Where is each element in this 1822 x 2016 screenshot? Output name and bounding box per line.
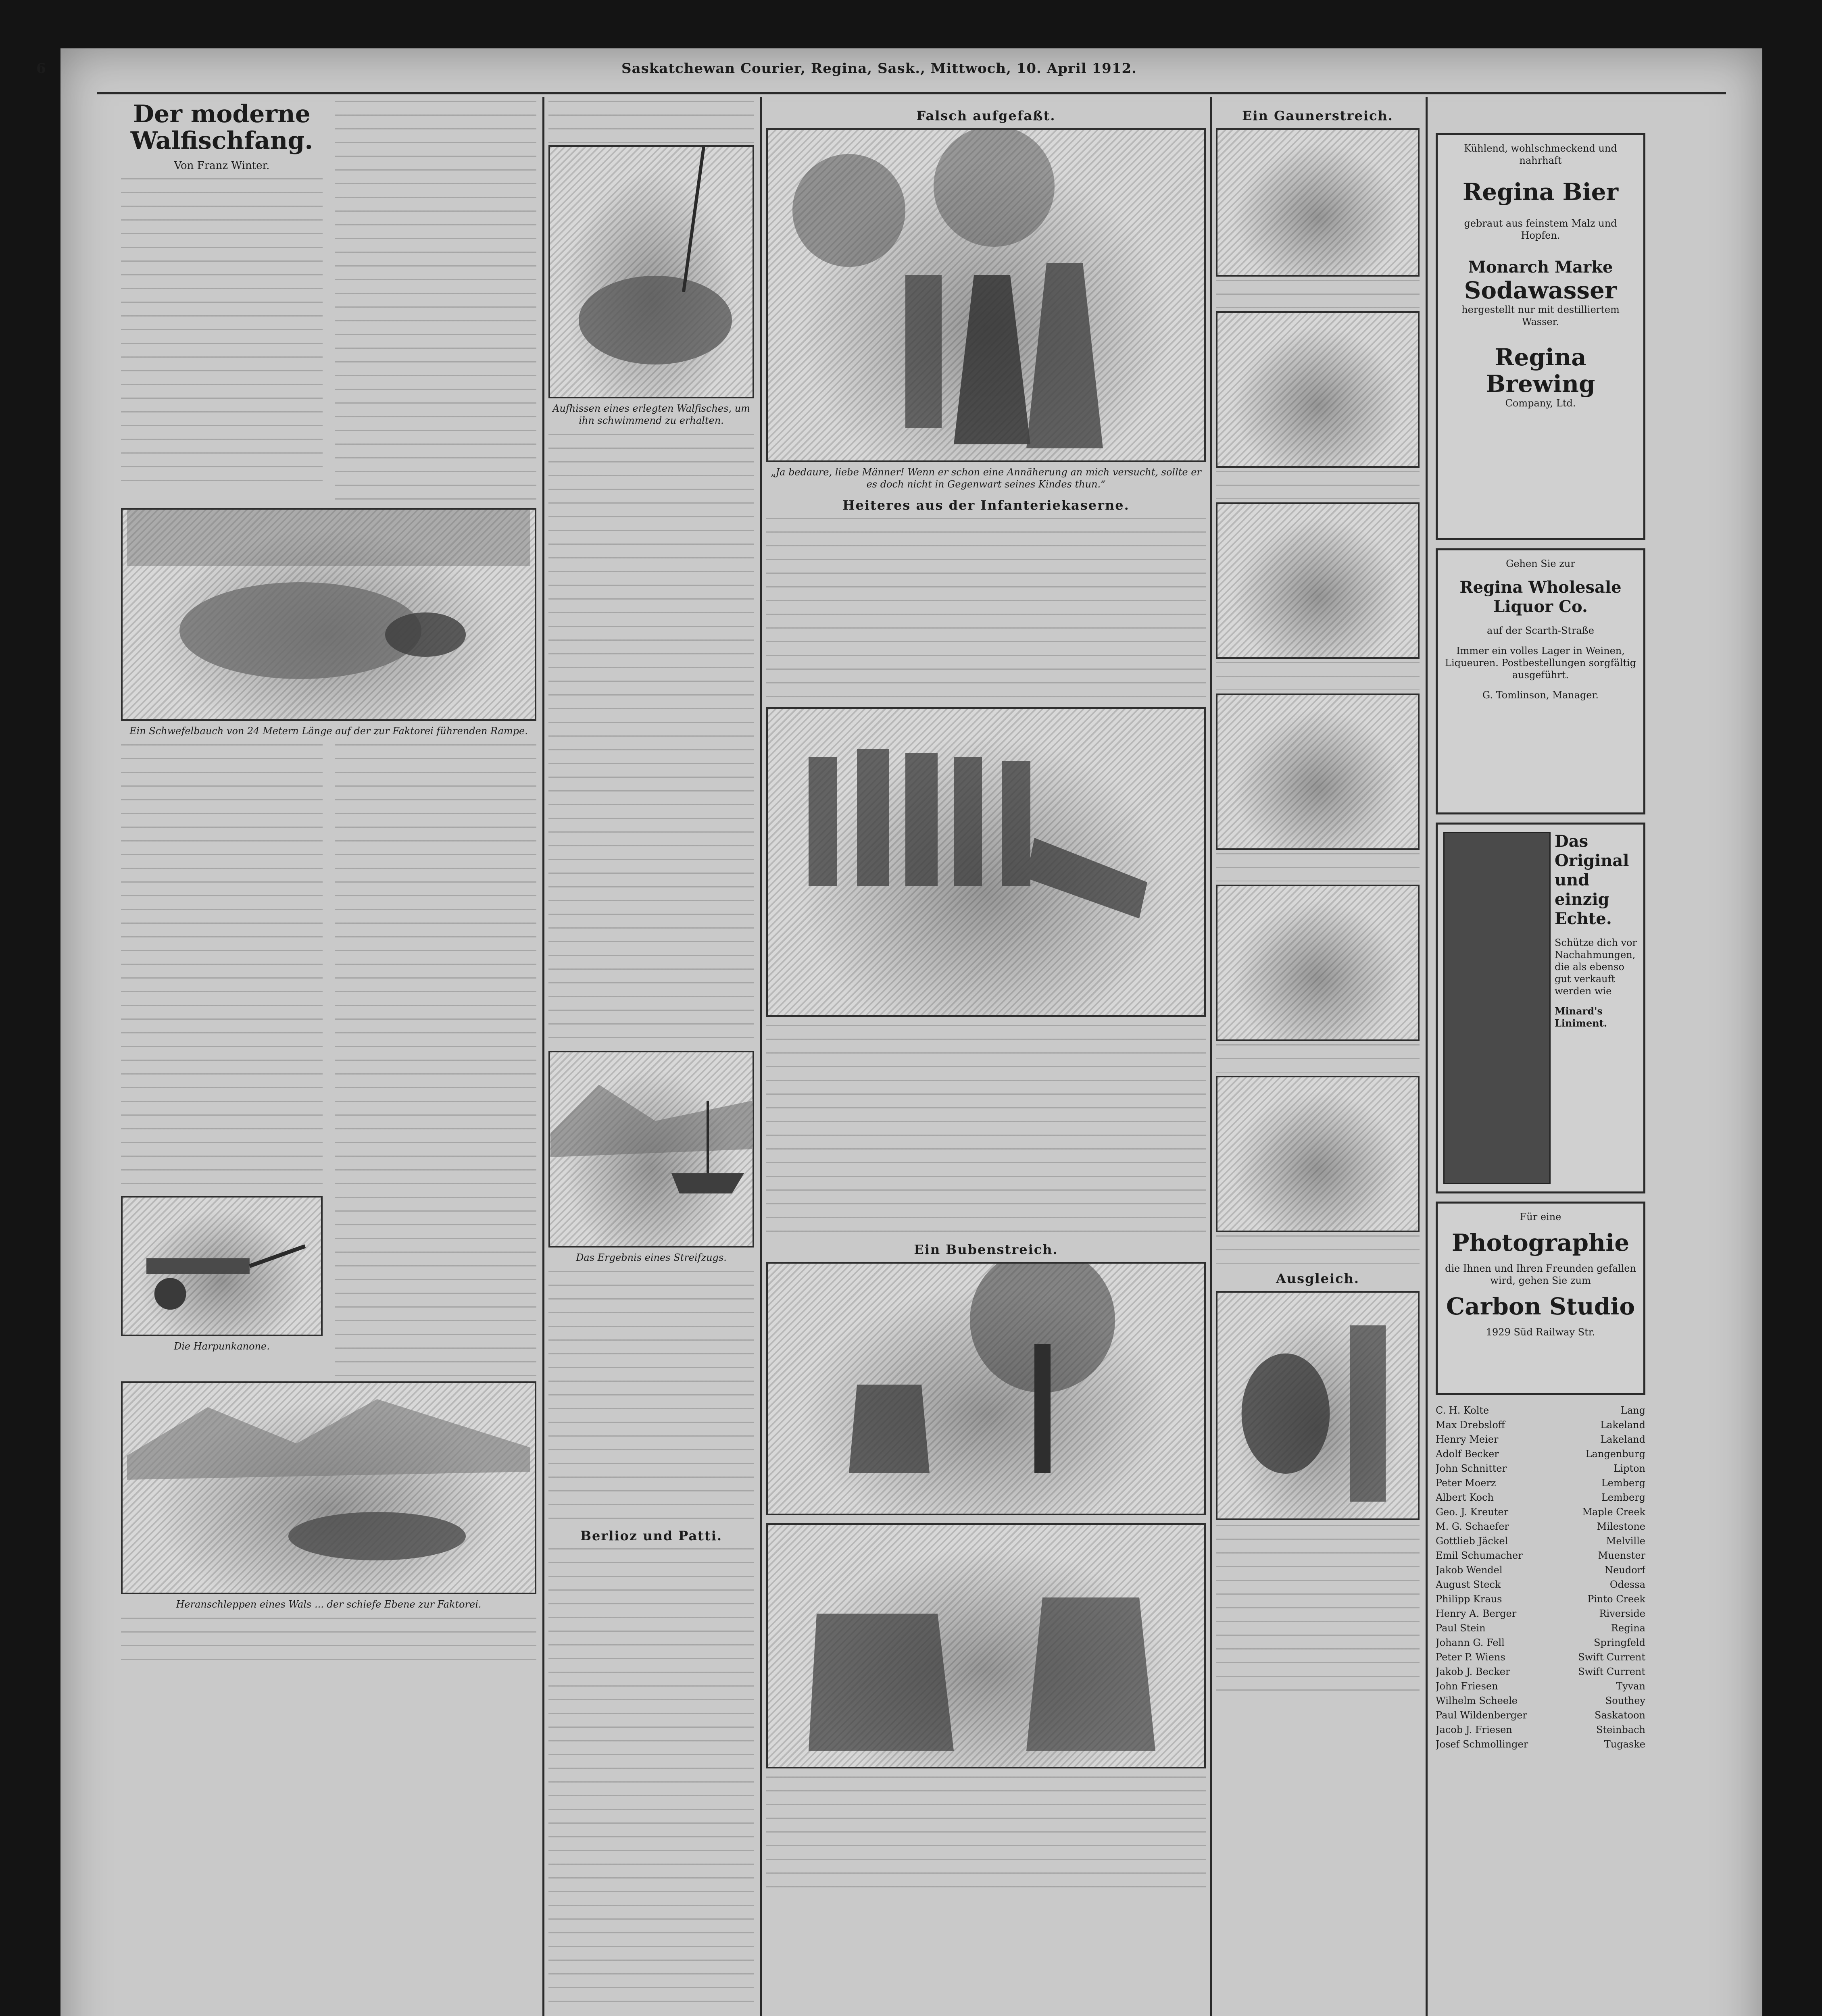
- agent-name: Jakob J. Becker: [1436, 1666, 1510, 1677]
- agent-place: Lemberg: [1601, 1477, 1645, 1489]
- agent-place: Swift Current: [1578, 1652, 1645, 1663]
- article-text-block: [335, 744, 536, 1381]
- gaunerstreich-column: [1216, 101, 1420, 2012]
- dialogue-text: [766, 1025, 1206, 1235]
- agent-name: Josef Schmollinger: [1436, 1739, 1528, 1750]
- agent-name: Jakob Wendel: [1436, 1564, 1503, 1576]
- agent-entry: [1436, 1403, 1645, 1418]
- agent-entry: [1436, 1418, 1645, 1432]
- cartoon-title: Ein Gaunerstreich.: [1242, 108, 1393, 123]
- cartoon-illustration: [1216, 1291, 1420, 1520]
- agent-place: Regina: [1611, 1622, 1645, 1634]
- agent-place: Steinbach: [1596, 1724, 1645, 1735]
- illustration-hoisted-whale: [548, 145, 754, 398]
- agent-list-side: [1436, 1403, 1645, 2008]
- agent-entry: [1436, 1737, 1645, 1752]
- agent-place: Lang: [1620, 1405, 1645, 1416]
- whale-article-continued: [548, 101, 754, 2012]
- illustration-whale-on-ramp: [121, 508, 536, 721]
- article-text-block: [121, 1618, 536, 1666]
- masthead: Saskatchewan Courier, Regina, Sask., Mittwoch, 10. April 1912.: [621, 60, 1137, 77]
- agent-name: Henry Meier: [1436, 1434, 1499, 1445]
- ad-text: die Ihnen und Ihren Freunden gefallen wird, gehen Sie zum: [1445, 1263, 1636, 1286]
- illustration-harpoon-cannon: [121, 1196, 323, 1336]
- page-header: [36, 56, 1674, 81]
- cartoon-caption: „Ja bedaure, liebe Männer! Wenn er schon eine Annäherung an mich versucht, sollte er es doch nicht in Gegenwart seines Kindes thun.“: [771, 467, 1201, 490]
- ad-text: Monarch Marke: [1468, 258, 1613, 277]
- agent-place: Lipton: [1614, 1463, 1645, 1474]
- panel-caption: [1216, 853, 1420, 881]
- agent-name: Paul Stein: [1436, 1622, 1486, 1634]
- agent-name: Wilhelm Scheele: [1436, 1695, 1518, 1706]
- agent-name: Geo. J. Kreuter: [1436, 1506, 1509, 1518]
- article-text-block: [121, 744, 323, 1196]
- agent-entry: [1436, 1635, 1645, 1650]
- ad-text: gebraut aus feinstem Malz und Hopfen.: [1464, 218, 1617, 241]
- page-number: 6: [36, 60, 46, 77]
- agent-place: Odessa: [1609, 1579, 1645, 1590]
- ad-text: Kühlend, wohlschmeckend und nahrhaft: [1464, 143, 1617, 166]
- cartoon-illustration: [766, 128, 1206, 462]
- illustration-whale-towing: [121, 1381, 536, 1594]
- agent-entry: [1436, 1519, 1645, 1534]
- column-rule: [760, 97, 762, 2016]
- agent-entry: [1436, 1708, 1645, 1722]
- ad-regina-bier: [1436, 133, 1645, 540]
- ad-text: Für eine: [1520, 1211, 1561, 1223]
- dialogue-text: [766, 518, 1206, 707]
- agent-name: C. H. Kolte: [1436, 1405, 1489, 1416]
- agent-entry: [1436, 1476, 1645, 1490]
- cartoon-title: Heiteres aus der Infanteriekaserne.: [842, 498, 1130, 513]
- dialogue-text: [1216, 1525, 1420, 1694]
- article-title: Der moderne Walfischfang.: [130, 101, 313, 155]
- agent-name: Johann G. Fell: [1436, 1637, 1505, 1648]
- ad-company: Regina Wholesale Liquor Co.: [1459, 578, 1622, 616]
- cartoon-illustration: [766, 1523, 1206, 1768]
- agent-entry: [1436, 1679, 1645, 1693]
- agent-place: Muenster: [1598, 1550, 1645, 1561]
- agent-place: Saskatoon: [1595, 1710, 1645, 1721]
- agent-name: Peter P. Wiens: [1436, 1652, 1505, 1663]
- agent-name: August Steck: [1436, 1579, 1501, 1590]
- illustration-caption: Heranschleppen eines Wals ... der schiefe Ebene zur Faktorei.: [176, 1599, 482, 1610]
- illustration-caption: Die Harpunkanone.: [174, 1341, 270, 1352]
- agent-name: Albert Koch: [1436, 1492, 1494, 1503]
- berlioz-title: Berlioz und Patti.: [580, 1528, 723, 1543]
- article-text-block: [548, 434, 754, 1051]
- agent-name: John Friesen: [1436, 1681, 1498, 1692]
- agent-name: Paul Wildenberger: [1436, 1710, 1527, 1721]
- agent-entry: [1436, 1693, 1645, 1708]
- agent-place: Tyvan: [1616, 1681, 1645, 1692]
- liniment-bottle-image: [1443, 832, 1551, 1184]
- header-rule: [97, 92, 1726, 94]
- agent-entry: [1436, 1447, 1645, 1461]
- column-rule: [1426, 97, 1428, 2016]
- ad-headline: Photographie: [1451, 1229, 1630, 1256]
- ads-column: [1436, 133, 1645, 2012]
- ad-liquor: [1436, 548, 1645, 814]
- ad-text: Schütze dich vor Nachahmungen, die als ebenso gut verkauft werden wie: [1555, 937, 1637, 997]
- cartoon-title: Ausgleich.: [1276, 1271, 1360, 1286]
- panel-caption: [1216, 280, 1420, 308]
- agent-name: Adolf Becker: [1436, 1448, 1499, 1460]
- cartoon-panel: [1216, 502, 1420, 659]
- article-text-block: [335, 101, 536, 500]
- cartoon-title: Falsch aufgefaßt.: [916, 108, 1056, 123]
- agent-entry: [1436, 1722, 1645, 1737]
- ad-company: Regina Brewing: [1486, 344, 1595, 398]
- article-text-block: [121, 178, 323, 485]
- ad-text: Immer ein volles Lager in Weinen, Liqueuren. Postbestellungen sorgfältig ausgeführt.: [1445, 645, 1636, 681]
- ad-text: Gehen Sie zur: [1506, 558, 1575, 569]
- cartoon-illustration: [766, 707, 1206, 1017]
- agent-place: Southey: [1605, 1695, 1645, 1706]
- ad-company: Carbon Studio: [1446, 1293, 1635, 1320]
- agent-entry: [1436, 1664, 1645, 1679]
- cartoon-panel: [1216, 1076, 1420, 1232]
- agent-place: Springfeld: [1594, 1637, 1645, 1648]
- panel-caption: [1216, 1044, 1420, 1073]
- ad-photo-studio: [1436, 1202, 1645, 1395]
- ad-text: 1929 Süd Railway Str.: [1486, 1327, 1595, 1338]
- ad-text: Das Original und einzig Echte.: [1555, 832, 1629, 928]
- agent-entry: [1436, 1650, 1645, 1664]
- ad-text: G. Tomlinson, Manager.: [1482, 689, 1599, 701]
- agent-entry: [1436, 1461, 1645, 1476]
- panel-caption: [1216, 1235, 1420, 1264]
- ad-liniment: [1436, 823, 1645, 1193]
- agent-entry: [1436, 1606, 1645, 1621]
- agent-place: Lakeland: [1600, 1434, 1645, 1445]
- agent-name: Gottlieb Jäckel: [1436, 1535, 1508, 1547]
- agent-entry: [1436, 1490, 1645, 1505]
- cartoon-panel: [1216, 128, 1420, 277]
- agent-place: Lemberg: [1601, 1492, 1645, 1503]
- ad-text: hergestellt nur mit destilliertem Wasser.: [1461, 304, 1620, 327]
- illustration-caption: Ein Schwefelbauch von 24 Metern Länge auf der zur Faktorei führenden Rampe.: [129, 725, 528, 737]
- dialogue-text: [766, 1776, 1206, 1897]
- illustration-catch: [548, 1051, 754, 1248]
- agent-place: Tugaske: [1604, 1739, 1645, 1750]
- article-text-block: [548, 1548, 754, 2012]
- ad-brand: Regina Bier: [1462, 178, 1619, 206]
- agent-place: Maple Creek: [1582, 1506, 1645, 1518]
- agent-place: Lakeland: [1600, 1419, 1645, 1431]
- agent-name: Emil Schumacher: [1436, 1550, 1523, 1561]
- panel-caption: [1216, 662, 1420, 690]
- whale-article: [121, 101, 536, 2012]
- agent-name: Henry A. Berger: [1436, 1608, 1517, 1619]
- agent-place: Milestone: [1597, 1521, 1645, 1532]
- agent-place: Swift Current: [1578, 1666, 1645, 1677]
- agent-place: Neudorf: [1605, 1564, 1645, 1576]
- article-byline: Von Franz Winter.: [174, 160, 270, 172]
- agent-entry: [1436, 1432, 1645, 1447]
- cartoon-panel: [1216, 311, 1420, 468]
- ad-brand: Minard's Liniment.: [1555, 1005, 1607, 1029]
- agent-entry: [1436, 1534, 1645, 1548]
- ad-text: auf der Scarth-Straße: [1487, 625, 1594, 636]
- column-rule: [1210, 97, 1212, 2016]
- agent-place: Melville: [1606, 1535, 1645, 1547]
- agent-name: John Schnitter: [1436, 1463, 1507, 1474]
- agent-place: Langenburg: [1585, 1448, 1645, 1460]
- column-rule: [542, 97, 544, 2016]
- agent-entry: [1436, 1621, 1645, 1635]
- agent-place: Pinto Creek: [1587, 1593, 1645, 1605]
- agent-entry: [1436, 1577, 1645, 1592]
- illustration-caption: Das Ergebnis eines Streifzugs.: [576, 1252, 727, 1263]
- agent-name: Peter Moerz: [1436, 1477, 1496, 1489]
- ad-text: Company, Ltd.: [1505, 398, 1576, 409]
- ad-product: Sodawasser: [1464, 277, 1617, 304]
- agent-name: Jacob J. Friesen: [1436, 1724, 1512, 1735]
- agent-entry: [1436, 1505, 1645, 1519]
- agent-name: M. G. Schaefer: [1436, 1521, 1509, 1532]
- agent-entry: [1436, 1548, 1645, 1563]
- cartoon-title: Ein Bubenstreich.: [914, 1242, 1058, 1257]
- article-text-block: [548, 1271, 754, 1521]
- article-text-block: [548, 101, 754, 145]
- cartoon-column: [766, 101, 1206, 2012]
- panel-caption: [1216, 471, 1420, 499]
- agent-entry: [1436, 1592, 1645, 1606]
- cartoon-panel: [1216, 885, 1420, 1041]
- illustration-caption: Aufhissen eines erlegten Walfisches, um ihn schwimmend zu erhalten.: [552, 403, 750, 426]
- agent-name: Max Drebsloff: [1436, 1419, 1505, 1431]
- agent-name: Philipp Kraus: [1436, 1593, 1502, 1605]
- cartoon-illustration: [766, 1262, 1206, 1515]
- agent-place: Riverside: [1599, 1608, 1645, 1619]
- cartoon-panel: [1216, 694, 1420, 850]
- agent-entry: [1436, 1563, 1645, 1577]
